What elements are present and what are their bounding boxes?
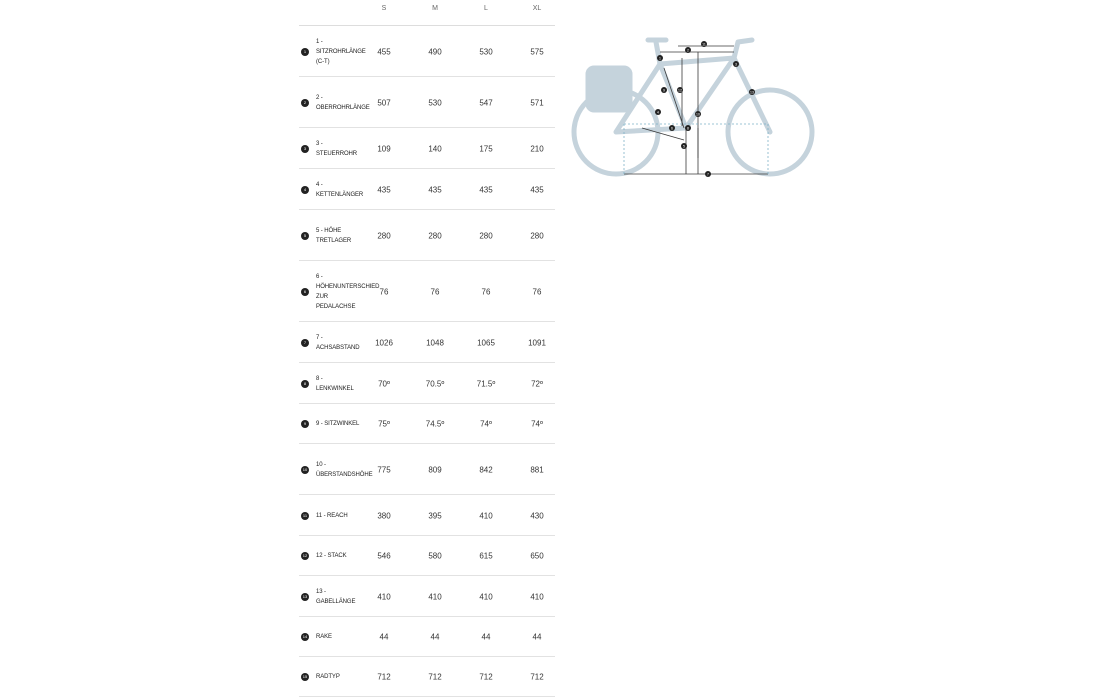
geometry-row xyxy=(299,617,555,657)
geometry-row xyxy=(299,210,555,261)
row-label: RADTYP xyxy=(316,674,340,680)
row-number-badge: 1 xyxy=(301,48,309,56)
svg-text:4: 4 xyxy=(657,110,659,115)
row-number-badge: 14 xyxy=(302,634,308,639)
row-value: 547 xyxy=(479,98,493,107)
svg-text:6: 6 xyxy=(671,126,673,131)
row-label: 2 - OBERROHRLÄNGE xyxy=(316,94,370,111)
row-value: 1026 xyxy=(375,338,393,347)
row-value: 44 xyxy=(379,632,389,642)
dimension-marker xyxy=(681,143,687,149)
row-value: 507 xyxy=(377,98,391,107)
geometry-row xyxy=(299,444,555,495)
row-value: 430 xyxy=(530,511,544,520)
row-number-badge: 5 xyxy=(301,232,309,240)
dimension-marker xyxy=(655,109,661,115)
row-value: 712 xyxy=(530,672,544,682)
row-number-badge: 6 xyxy=(301,288,309,296)
dimension-marker xyxy=(657,55,663,61)
pannier-bag xyxy=(588,68,630,110)
row-number-badge: 12 xyxy=(302,553,308,558)
row-value: 410 xyxy=(530,592,544,601)
svg-text:13: 13 xyxy=(750,90,754,95)
dimension-marker xyxy=(695,111,701,117)
row-label: 9 - SITZWINKEL xyxy=(316,421,360,427)
row-label: 11 - REACH xyxy=(316,512,348,519)
row-value: 76 xyxy=(532,287,542,296)
geometry-row xyxy=(299,536,555,576)
row-number-badge: 11 xyxy=(302,512,308,518)
row-value: 650 xyxy=(530,551,544,561)
row-number-badge: 3 xyxy=(301,145,309,153)
row-value: 1048 xyxy=(426,338,444,347)
svg-text:5: 5 xyxy=(683,144,685,149)
row-value: 44 xyxy=(532,632,542,642)
row-label: 6 - HÖHENUNTERSCHIED ZUR PEDALACHSE xyxy=(316,273,380,310)
row-value: 881 xyxy=(530,465,544,474)
row-number-badge: 2 xyxy=(301,99,309,107)
row-value: 571 xyxy=(530,98,544,107)
row-value: 615 xyxy=(479,551,493,561)
row-number-badge: 7 xyxy=(301,339,309,347)
dimension-marker xyxy=(685,125,691,131)
row-value: 546 xyxy=(377,551,391,561)
row-value: 490 xyxy=(428,47,442,56)
geometry-row xyxy=(299,128,555,169)
row-number-badge: 13 xyxy=(302,593,308,599)
svg-text:10: 10 xyxy=(696,112,700,117)
handlebar xyxy=(734,40,752,58)
row-value: 74º xyxy=(480,419,492,429)
dimension-marker xyxy=(677,87,683,93)
geometry-row xyxy=(299,363,555,404)
geometry-row xyxy=(299,322,555,363)
geometry-row xyxy=(299,657,555,697)
row-value: 71.5º xyxy=(476,379,496,388)
row-value: 842 xyxy=(479,465,493,474)
row-label: 12 - STACK xyxy=(316,553,347,559)
svg-text:9: 9 xyxy=(663,88,665,93)
row-value: 435 xyxy=(377,185,391,194)
row-label: 3 - STEUERROHR xyxy=(316,140,358,157)
row-value: 410 xyxy=(479,592,493,601)
row-value: 75º xyxy=(378,419,390,429)
svg-text:8: 8 xyxy=(687,126,689,131)
bike-geometry-diagram xyxy=(568,28,828,188)
row-value: 575 xyxy=(530,47,544,56)
size-header-l: L xyxy=(484,5,488,12)
dimension-marker xyxy=(749,89,755,95)
row-value: 435 xyxy=(530,185,544,194)
geometry-row xyxy=(299,404,555,444)
row-label: 7 - ACHSABSTAND xyxy=(316,334,360,351)
row-value: 809 xyxy=(428,465,442,474)
dimension-marker xyxy=(669,125,675,131)
row-value: 280 xyxy=(377,231,391,240)
row-label: 4 - KETTENLÄNGER xyxy=(316,181,364,198)
dimension-marker xyxy=(733,61,739,67)
row-label: 13 - GABELLÄNGE xyxy=(316,588,356,605)
row-value: 580 xyxy=(428,551,442,561)
row-value: 175 xyxy=(479,144,493,153)
row-value: 280 xyxy=(530,231,544,240)
row-value: 44 xyxy=(430,632,440,642)
row-value: 210 xyxy=(530,144,544,153)
geometry-row xyxy=(299,169,555,210)
row-value: 530 xyxy=(428,98,442,107)
row-value: 1091 xyxy=(528,338,546,347)
row-value: 280 xyxy=(428,231,442,240)
geometry-row xyxy=(299,261,555,322)
row-value: 435 xyxy=(479,185,493,194)
svg-text:11: 11 xyxy=(702,42,706,47)
row-value: 410 xyxy=(377,592,391,601)
row-value: 435 xyxy=(428,185,442,194)
row-number-badge: 4 xyxy=(301,186,309,194)
dimension-marker xyxy=(661,87,667,93)
svg-text:7: 7 xyxy=(707,172,709,177)
geometry-row xyxy=(299,77,555,128)
dimension-marker xyxy=(701,41,707,47)
row-label: 8 - LENKWINKEL xyxy=(316,375,354,392)
row-value: 530 xyxy=(479,47,493,56)
size-header-xl: XL xyxy=(532,5,542,12)
size-header-m: M xyxy=(432,5,438,12)
row-value: 140 xyxy=(428,144,442,153)
row-value: 380 xyxy=(377,511,391,520)
row-value: 74º xyxy=(531,419,543,429)
row-value: 712 xyxy=(428,672,442,682)
row-value: 44 xyxy=(481,632,491,642)
row-label: 1 - SITZROHRLÄNGE (C-T) xyxy=(316,38,366,65)
geometry-row xyxy=(299,576,555,617)
row-value: 109 xyxy=(377,144,391,153)
row-value: 76 xyxy=(379,287,389,296)
row-value: 72º xyxy=(531,379,543,388)
row-value: 712 xyxy=(377,672,391,682)
row-label: 10 - ÜBERSTANDSHÖHE xyxy=(316,461,373,478)
row-value: 70.5º xyxy=(425,379,445,388)
geometry-row xyxy=(299,26,555,77)
row-number-badge: 9 xyxy=(301,420,309,428)
row-value: 712 xyxy=(479,672,493,682)
geometry-rows xyxy=(299,26,555,697)
row-value: 70º xyxy=(378,379,390,388)
dimension-marker xyxy=(685,47,691,53)
row-value: 395 xyxy=(428,511,442,520)
geometry-row xyxy=(299,495,555,536)
svg-text:1: 1 xyxy=(659,56,661,61)
row-label: 5 - HÖHE TRETLAGER xyxy=(316,227,352,244)
row-value: 74.5º xyxy=(425,419,445,429)
size-header-row xyxy=(299,0,555,26)
row-value: 76 xyxy=(481,287,491,296)
svg-text:2: 2 xyxy=(687,48,689,53)
row-number-badge: 10 xyxy=(302,466,308,472)
row-value: 410 xyxy=(428,592,442,601)
row-value: 455 xyxy=(377,47,391,56)
row-label: RAKE xyxy=(316,634,332,640)
row-value: 76 xyxy=(430,287,440,296)
row-value: 775 xyxy=(377,465,391,474)
svg-text:3: 3 xyxy=(735,62,737,67)
row-value: 410 xyxy=(479,511,493,520)
geometry-table xyxy=(299,0,555,697)
svg-text:12: 12 xyxy=(678,88,682,93)
row-number-badge: 8 xyxy=(301,380,309,388)
row-value: 280 xyxy=(479,231,493,240)
bike-silhouette xyxy=(574,40,812,174)
dimension-marker xyxy=(705,171,711,177)
size-header-s: S xyxy=(381,5,387,12)
row-number-badge: 15 xyxy=(302,674,308,679)
row-value: 1065 xyxy=(477,338,495,347)
